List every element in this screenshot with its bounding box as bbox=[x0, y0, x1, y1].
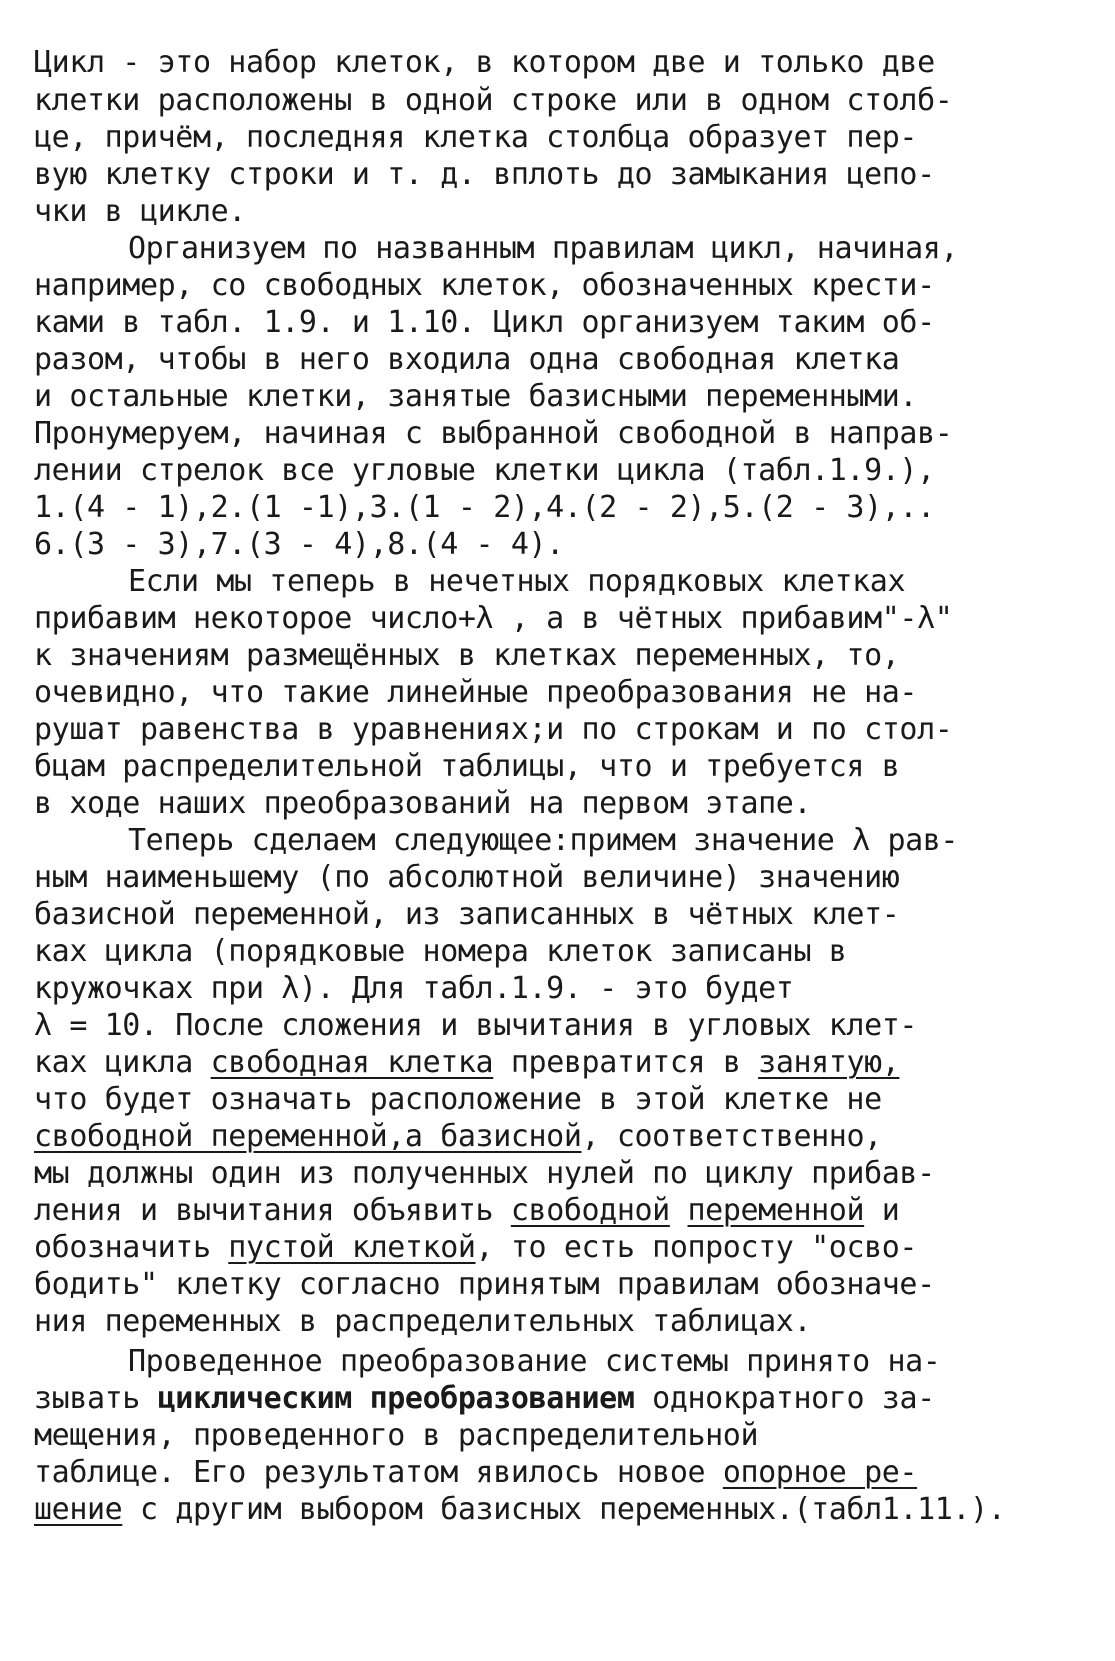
text-line: λ = 10. После сложения и вычитания в угловых клет- bbox=[34, 1008, 918, 1043]
text-line: Проведенное преобразование системы принято на- bbox=[128, 1344, 941, 1379]
text-line: Пронумеруем, начиная с выбранной свободной в направ- bbox=[34, 416, 953, 451]
text-line bbox=[34, 1192, 899, 1230]
text-span: зывать bbox=[34, 1381, 158, 1416]
text-line: ния переменных в распределительных таблицах. bbox=[34, 1304, 812, 1339]
text-line: Теперь сделаем следующее:примем значение λ рав- bbox=[128, 823, 959, 858]
text-line: це, причём, последняя клетка столбца образует пер- bbox=[34, 120, 918, 155]
bold-term: циклическим преобразованием bbox=[157, 1381, 635, 1416]
text-line: ках цикла (порядковые номера клеток записаны в bbox=[34, 934, 847, 969]
text-span: однократного за- bbox=[634, 1381, 935, 1416]
text-span: таблице. Его результатом явилось новое bbox=[34, 1455, 723, 1490]
text-line: разом, чтобы в него входила одна свободная клетка bbox=[34, 342, 900, 377]
text-line: рушат равенства в уравнениях;и по строкам и по стол- bbox=[34, 712, 953, 747]
text-line: клетки расположены в одной строке или в одном столб- bbox=[34, 83, 953, 118]
text-line bbox=[34, 1118, 882, 1156]
text-span: обозначить bbox=[34, 1230, 229, 1265]
text-span: , соответственно, bbox=[581, 1119, 882, 1154]
text-line: чки в цикле. bbox=[34, 194, 246, 229]
underlined-term: занятую, bbox=[758, 1045, 900, 1080]
text-span bbox=[670, 1193, 688, 1228]
text-line: Цикл - это набор клеток, в котором две и только две bbox=[34, 45, 935, 80]
underlined-term: свободной bbox=[510, 1193, 670, 1228]
text-line: 1.(4 - 1),2.(1 -1),3.(1 - 2),4.(2 - 2),5.(2 - 3),.. bbox=[34, 490, 935, 525]
text-line bbox=[34, 1454, 917, 1492]
text-line: и остальные клетки, занятые базисными переменными. bbox=[34, 379, 918, 414]
text-line: прибавим некоторое число+λ , а в чётных прибавим"-λ" bbox=[34, 601, 953, 636]
text-line: базисной переменной, из записанных в чётных клет- bbox=[34, 897, 900, 932]
text-line: к значениям размещённых в клетках переменных, то, bbox=[34, 638, 900, 673]
text-line: бодить" клетку согласно принятым правилам обозначе- bbox=[34, 1267, 935, 1302]
text-span: , то есть попросту "осво- bbox=[475, 1230, 918, 1265]
text-line: что будет означать расположение в этой клетке не bbox=[34, 1082, 882, 1117]
text-span: превратится в bbox=[493, 1045, 759, 1080]
text-span: с другим выбором базисных переменных.(табл1.11.). bbox=[122, 1492, 1006, 1527]
text-line: 6.(3 - 3),7.(3 - 4),8.(4 - 4). bbox=[34, 527, 564, 562]
text-line: Если мы теперь в нечетных порядковых клетках bbox=[128, 564, 906, 599]
text-line bbox=[34, 1380, 935, 1418]
text-line: мещения, проведенного в распределительной bbox=[34, 1418, 759, 1453]
underlined-term: пустой клеткой bbox=[228, 1230, 476, 1265]
text-span: ления и вычитания объявить bbox=[34, 1193, 511, 1228]
underlined-term: свободной переменной,а базисной bbox=[34, 1119, 582, 1154]
text-line: ным наименьшему (по абсолютной величине) значению bbox=[34, 860, 900, 895]
underlined-term: свободная клетка bbox=[210, 1045, 494, 1080]
text-span: ках цикла bbox=[34, 1045, 211, 1080]
underlined-term: шение bbox=[34, 1492, 123, 1527]
text-line bbox=[34, 1491, 1005, 1529]
underlined-term: опорное ре- bbox=[722, 1455, 918, 1490]
text-line: например, со свободных клеток, обозначенных кpести- bbox=[34, 268, 935, 303]
text-span: и bbox=[864, 1193, 900, 1228]
text-line: бцам распределительной таблицы, что и требуется в bbox=[34, 749, 900, 784]
text-line: в ходе наших преобразований на первом этапе. bbox=[34, 786, 812, 821]
text-line: Организуем по названным правилам цикл, начиная, bbox=[128, 231, 959, 266]
text-line: лении стрелок все угловые клетки цикла (табл.1.9.), bbox=[34, 453, 935, 488]
text-line: очевидно, что такие линейные преобразования не на- bbox=[34, 675, 918, 710]
text-line bbox=[34, 1229, 917, 1267]
text-line bbox=[34, 1044, 899, 1082]
text-line: мы должны один из полученных нулей по циклу прибав- bbox=[34, 1156, 935, 1191]
text-line: ками в табл. 1.9. и 1.10. Цикл организуем таким об- bbox=[34, 305, 935, 340]
underlined-term: переменной bbox=[687, 1193, 865, 1228]
text-line: кружочках при λ). Для табл.1.9. - это будет bbox=[34, 971, 794, 1006]
text-line: вую клетку строки и т. д. вплоть до замыкания цепо- bbox=[34, 157, 935, 192]
